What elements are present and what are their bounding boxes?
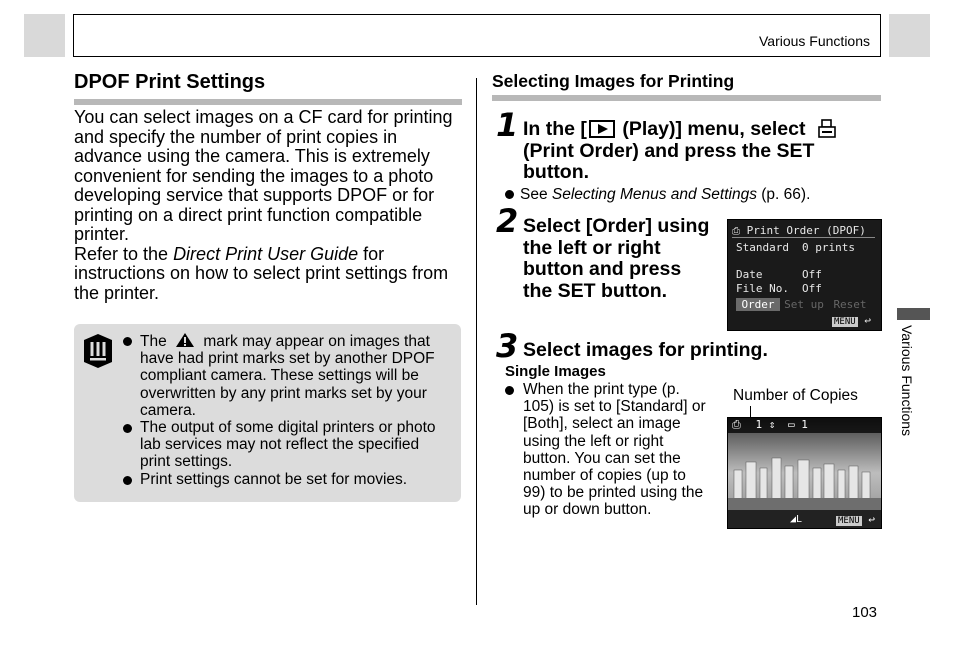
- menu-badge: MENU ↩: [838, 513, 875, 526]
- page-number: 103: [852, 604, 878, 621]
- screen-row-value: Off: [802, 282, 822, 295]
- image-select-screen: [727, 417, 882, 529]
- step-3-text: Select images for printing.: [523, 339, 768, 361]
- sidebar-tab-marker: [897, 308, 930, 320]
- step-2-number: 2: [496, 202, 519, 240]
- print-order-screen: [727, 219, 882, 331]
- total-prints: 1: [801, 418, 808, 431]
- intro-text: You can select images on a CF card for printing and specify the number of print copies in advance using the camera. This is extremely convenient for sending the images to a photo developing service that supports DPOF or for printing on a direct print function compatible printer.: [74, 107, 453, 244]
- step-1-number: 1: [496, 106, 519, 144]
- city-skyline-photo: [728, 418, 881, 528]
- screen-button-reset[interactable]: Reset: [833, 298, 867, 311]
- caution-item: The mark may appear on images that have had print marks set by another DPOF compliant camera. These settings will be overwritten by any print marks set by your camera.: [123, 332, 453, 419]
- corner-tab-right: [889, 14, 930, 57]
- screen-row-value: 0 prints: [802, 241, 855, 254]
- intro-paragraph: [74, 108, 464, 303]
- single-images-note: When the print type (p. 105) is set to [Standard] or [Both], select an image using the left or right button. You can set the number of copies (up to 99) to be printed using the up or down button.: [505, 381, 710, 519]
- column-divider: [476, 78, 477, 605]
- caution-item: Print settings cannot be set for movies.: [123, 471, 453, 488]
- bullet-icon: [505, 386, 514, 395]
- caution-box: [74, 324, 461, 502]
- copies-bar: [728, 418, 881, 433]
- guide-ref-post: for instructions on how to select print settings from the printer.: [74, 243, 449, 303]
- corner-tab-left: [24, 14, 65, 57]
- step-1-text: In the [ (Play)] menu, select (Print Order) and press the SET button.: [523, 119, 868, 184]
- subsection-title: Selecting Images for Printing: [492, 71, 735, 91]
- step-1-note: See Selecting Menus and Settings (p. 66).: [505, 186, 875, 203]
- return-arrow-icon: ↩: [864, 314, 871, 327]
- bullet-icon: [505, 190, 514, 199]
- section-title: DPOF Print Settings: [74, 71, 266, 93]
- guide-ref-pre: Refer to the: [74, 243, 174, 264]
- subsection-rule: [492, 95, 881, 101]
- screen-title-bar: [732, 224, 875, 238]
- image-size: ◢L: [790, 514, 803, 525]
- header-section-title: Various Functions: [758, 33, 870, 49]
- screen-title: Print Order (DPOF): [746, 224, 866, 237]
- title-rule: [74, 99, 462, 105]
- screen-row: Date: [736, 268, 763, 281]
- print-order-icon: ⎙: [732, 226, 740, 237]
- guide-ref-title: Direct Print User Guide: [173, 243, 359, 264]
- screen-row: File No.: [736, 282, 789, 295]
- caution-list: [123, 332, 453, 488]
- page-header: [73, 14, 881, 57]
- return-arrow-icon: ↩: [868, 513, 875, 526]
- bullet-icon: [123, 476, 132, 485]
- single-images-heading: Single Images: [505, 363, 606, 380]
- print-order-icon: [817, 119, 837, 139]
- print-order-icon: ⎙: [732, 418, 741, 431]
- image-quality-icon: ◢: [790, 514, 797, 525]
- warning-triangle-icon: [175, 332, 195, 348]
- screen-button-setup[interactable]: Set up: [784, 298, 824, 311]
- bullet-icon: [123, 337, 132, 346]
- step-2-text: Select [Order] using the left or right button and press the SET button.: [523, 215, 710, 302]
- screen-row: Standard: [736, 241, 789, 254]
- number-of-copies-caption: Number of Copies: [733, 387, 858, 404]
- sidebar-section-label: Various Functions: [899, 325, 915, 437]
- total-prints-icon: ▭: [787, 418, 795, 431]
- caution-item: The output of some digital printers or photo lab services may not reflect the specified print settings.: [123, 419, 453, 471]
- menu-badge: MENU ↩: [834, 314, 871, 327]
- screen-button-order[interactable]: Order: [736, 298, 780, 311]
- up-down-arrows-icon[interactable]: ⇕: [768, 418, 776, 431]
- step-3-number: 3: [496, 327, 519, 365]
- bullet-icon: [123, 424, 132, 433]
- screen-row-value: Off: [802, 268, 822, 281]
- copies-count[interactable]: 1: [755, 418, 763, 431]
- caution-icon: [82, 334, 114, 368]
- play-icon: [589, 120, 615, 138]
